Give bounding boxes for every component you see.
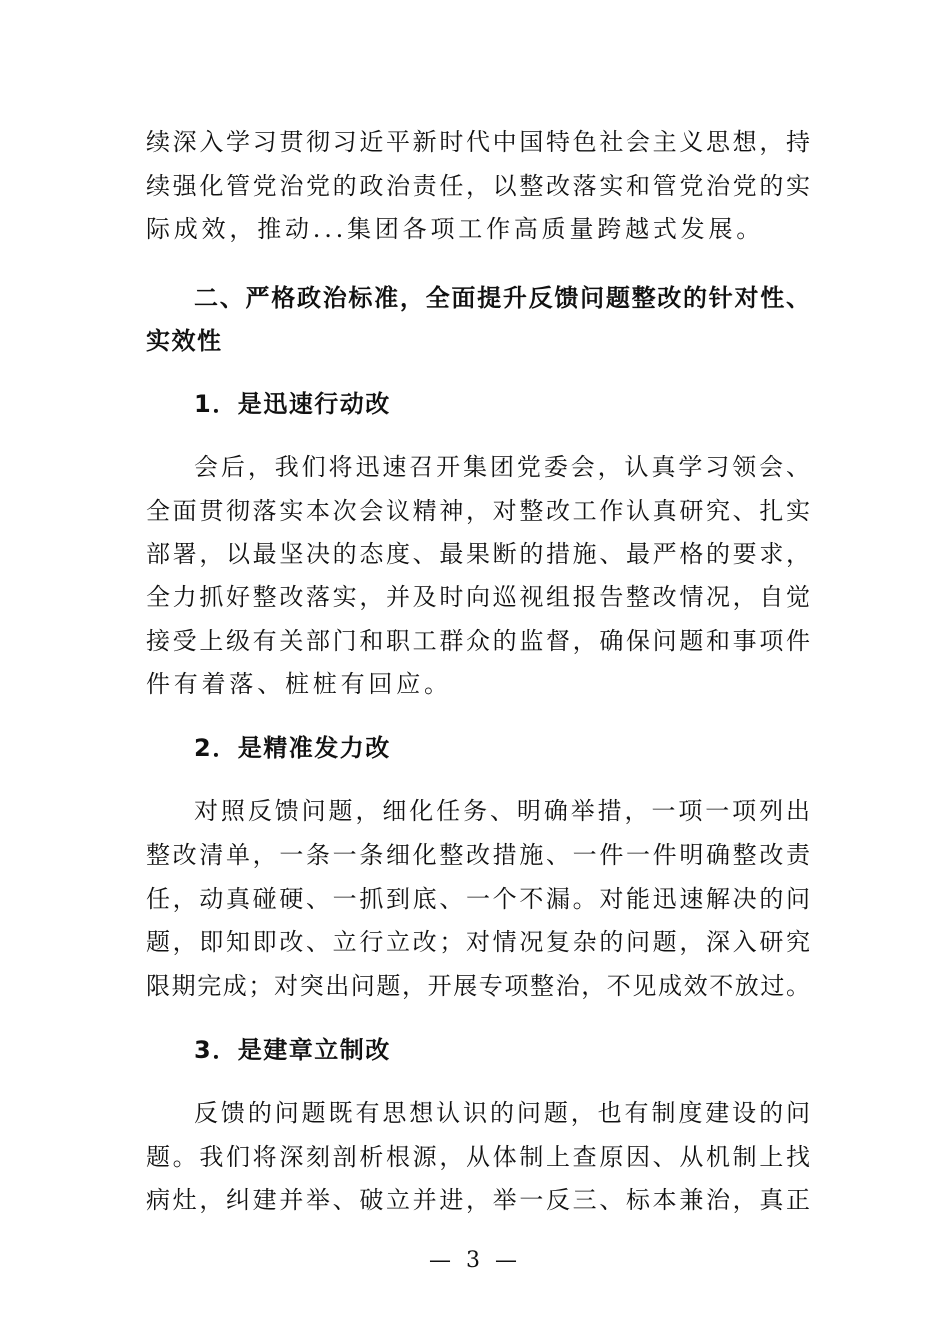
text-line: 对照反馈问题，细化任务、明确举措，一项一项列出 — [194, 797, 810, 825]
page-number: — 3 — — [429, 1248, 521, 1273]
section-heading: 实效性 — [146, 327, 223, 355]
text-line: 件有着落、桩桩有回应。 — [146, 670, 452, 698]
text-line: 整改清单，一条一条细化整改措施、一件一件明确整改责 — [146, 841, 810, 869]
text-line: 续深入学习贯彻习近平新时代中国特色社会主义思想，持 — [146, 128, 810, 156]
text-line: 任，动真碰硬、一抓到底、一个不漏。对能迅速解决的问 — [146, 885, 810, 913]
text-line: 际成效，推动...集团各项工作高质量跨越式发展。 — [146, 215, 765, 243]
text-line: 会后，我们将迅速召开集团党委会，认真学习领会、 — [194, 453, 810, 481]
text-line: 限期完成；对突出问题，开展专项整治，不见成效不放过。 — [146, 972, 810, 1000]
text-line: 全面贯彻落实本次会议精神，对整改工作认真研究、扎实 — [146, 497, 810, 525]
text-line: 题，即知即改、立行立改；对情况复杂的问题，深入研究 — [146, 928, 810, 956]
text-line: 部署，以最坚决的态度、最果断的措施、最严格的要求， — [146, 540, 810, 568]
text-line: 病灶，纠建并举、破立并进，举一反三、标本兼治，真正 — [146, 1186, 810, 1214]
text-line: 全力抓好整改落实，并及时向巡视组报告整改情况，自觉 — [146, 583, 810, 611]
text-line: 接受上级有关部门和职工群众的监督，确保问题和事项件 — [146, 627, 810, 655]
subheading: 3．是建章立制改 — [194, 1036, 391, 1064]
text-line: 题。我们将深刻剖析根源，从体制上查原因、从机制上找 — [146, 1143, 810, 1171]
text-line: 续强化管党治党的政治责任，以整改落实和管党治党的实 — [146, 172, 810, 200]
section-heading: 二、严格政治标准，全面提升反馈问题整改的针对性、 — [194, 284, 810, 312]
subheading: 2．是精准发力改 — [194, 734, 391, 762]
text-line: 反馈的问题既有思想认识的问题，也有制度建设的问 — [194, 1099, 810, 1127]
subheading: 1．是迅速行动改 — [194, 390, 391, 418]
